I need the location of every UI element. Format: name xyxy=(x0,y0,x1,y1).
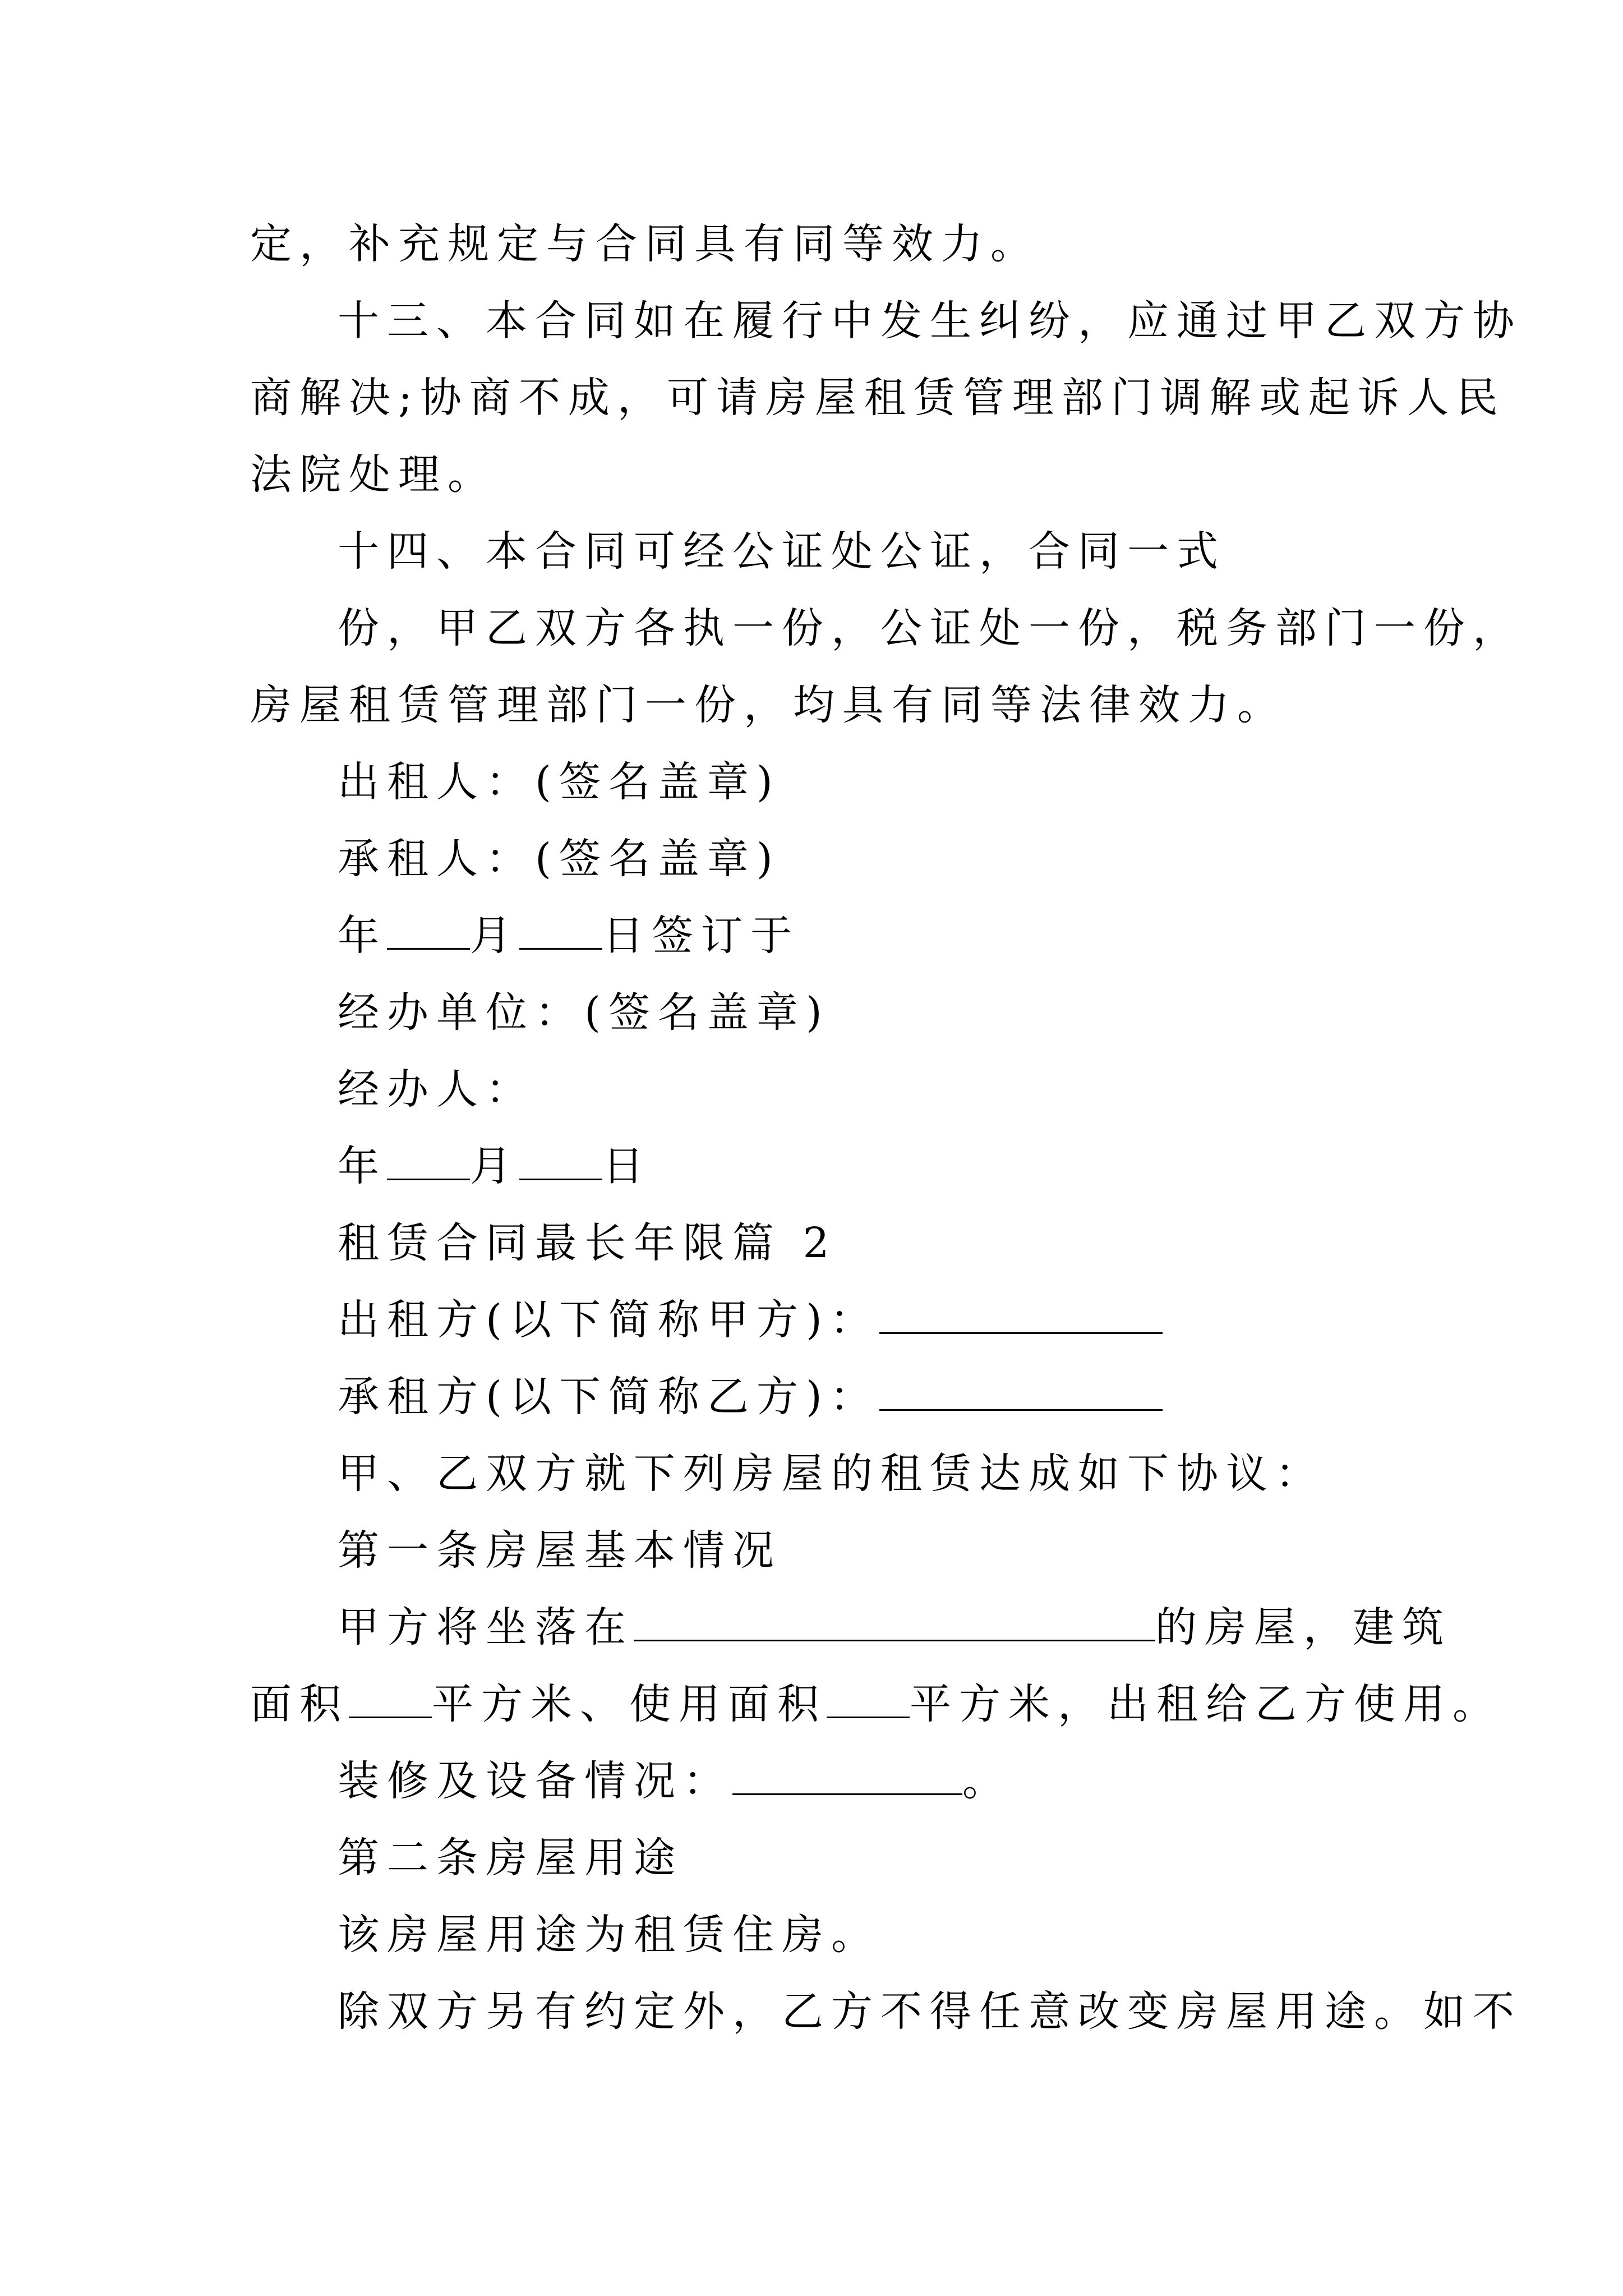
text-line: 定，补充规定与合同具有同等效力。 xyxy=(250,220,1040,268)
lessor-label: 出租方(以下简称甲方)： xyxy=(338,1296,879,1344)
text-segment: 平方米，出租给乙方使用。 xyxy=(910,1680,1502,1728)
text-line: 份，甲乙双方各执一份，公证处一份，税务部门一份， xyxy=(338,604,1522,652)
blank-underline xyxy=(879,1377,1163,1411)
signature-line-lessee: 承租人：(签名盖章) xyxy=(338,835,781,883)
blank-underline xyxy=(732,1761,962,1795)
date-month-label: 月 xyxy=(470,912,519,960)
blank-underline xyxy=(387,915,470,950)
decoration-line xyxy=(338,1757,1012,1805)
lessor-line xyxy=(338,1296,1163,1344)
date-line xyxy=(338,1142,652,1190)
lessee-label: 承租方(以下简称乙方)： xyxy=(338,1373,879,1421)
date-day-label: 日签订于 xyxy=(602,912,800,960)
date-day-label: 日 xyxy=(602,1142,652,1190)
article-heading: 第二条房屋用途 xyxy=(338,1834,683,1882)
text-segment: 。 xyxy=(962,1757,1012,1805)
blank-underline xyxy=(879,1300,1163,1334)
agency-signature-line: 经办单位：(签名盖章) xyxy=(338,988,830,1037)
text-line: 十四、本合同可经公证处公证，合同一式 xyxy=(338,527,1226,576)
date-year-label: 年 xyxy=(338,912,387,960)
text-segment: 平方米、使用面积 xyxy=(432,1680,827,1728)
text-line: 房屋租赁管理部门一份，均具有同等法律效力。 xyxy=(250,681,1287,729)
location-line xyxy=(338,1603,1451,1651)
blank-underline xyxy=(634,1607,1155,1641)
article-heading: 第一条房屋基本情况 xyxy=(338,1526,782,1575)
date-month-label: 月 xyxy=(470,1142,519,1190)
section-heading: 租赁合同最长年限篇 2 xyxy=(338,1219,837,1267)
lessee-line xyxy=(338,1373,1163,1421)
text-line: 除双方另有约定外，乙方不得任意改变房屋用途。如不 xyxy=(338,1987,1522,2036)
signature-line-lessor: 出租人：(签名盖章) xyxy=(338,758,781,806)
area-line xyxy=(250,1680,1502,1728)
blank-underline xyxy=(349,1684,432,1718)
text-segment: 装修及设备情况： xyxy=(338,1757,732,1805)
text-line: 法院处理。 xyxy=(250,450,497,499)
blank-underline xyxy=(387,1146,470,1180)
date-year-label: 年 xyxy=(338,1142,387,1190)
text-segment: 甲方将坐落在 xyxy=(338,1603,634,1651)
blank-underline xyxy=(827,1684,910,1718)
text-line: 十三、本合同如在履行中发生纠纷，应通过甲乙双方协 xyxy=(338,297,1522,345)
text-segment: 的房屋，建筑 xyxy=(1155,1603,1451,1651)
blank-underline xyxy=(519,1146,602,1180)
text-segment: 面积 xyxy=(250,1680,349,1728)
handler-line: 经办人： xyxy=(338,1065,535,1114)
text-line: 甲、乙双方就下列房屋的租赁达成如下协议： xyxy=(338,1450,1325,1498)
text-line: 商解决;协商不成，可请房屋租赁管理部门调解或起诉人民 xyxy=(250,374,1506,422)
text-line: 该房屋用途为租赁住房。 xyxy=(338,1911,880,1959)
signing-date-line xyxy=(338,912,800,960)
blank-underline xyxy=(519,915,602,950)
